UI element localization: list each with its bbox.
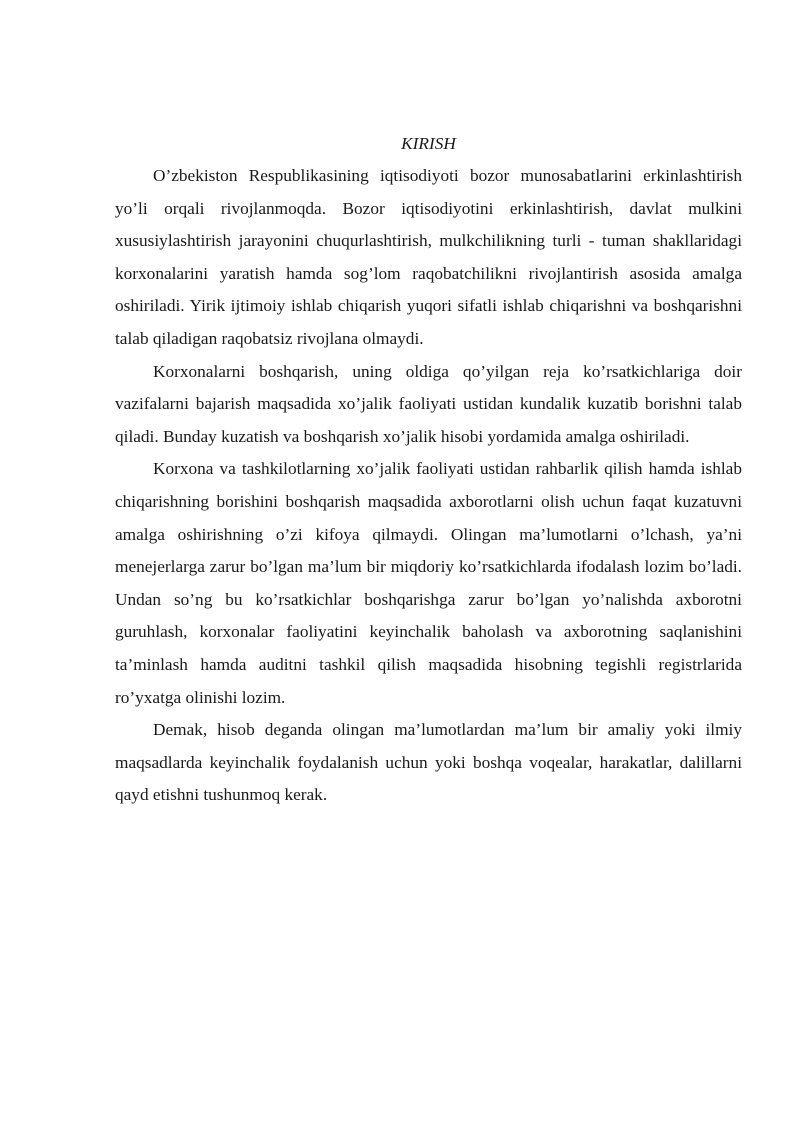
- section-title: KIRISH: [401, 134, 456, 153]
- document-body: [115, 128, 742, 812]
- paragraph-3: Korxona va tashkilotlarning xo’jalik faoliyati ustidan rahbarlik qilish hamda ishlab chiqarishning borishini boshqarish maqsadida axborotlarni olish uchun faqat kuzatuvni amalga oshirishning o’zi kifoya qilmaydi. Olingan ma’lumotlarni o’lchash, ya’ni menejerlarga zarur bo’lgan ma’lum bir miqdoriy ko’rsatkichlarda ifodalash lozim bo’ladi. Undan so’ng bu ko’rsatkichlar boshqarishga zarur bo’lgan yo’nalishda axborotni guruhlash, korxonalar faoliyatini keyinchalik baholash va axborotning saqlanishini ta’minlash hamda auditni tashkil qilish maqsadida hisobning tegishli registrlarida ro’yxatga olinishi lozim.: [115, 459, 742, 707]
- paragraph-4: Demak, hisob deganda olingan ma’lumotlardan ma’lum bir amaliy yoki ilmiy maqsadlarda keyinchalik foydalanish uchun yoki boshqa voqealar, harakatlar, dalillarni qayd etishni tushunmoq kerak.: [115, 720, 742, 805]
- paragraph-2: Korxonalarni boshqarish, uning oldiga qo’yilgan reja ko’rsatkichlariga doir vazifalarni bajarish maqsadida xo’jalik faoliyati ustidan kundalik kuzatib borishni talab qiladi. Bunday kuzatish va boshqarish xo’jalik hisobi yordamida amalga oshiriladi.: [115, 361, 742, 446]
- paragraph-1: O’zbekiston Respublikasining iqtisodiyoti bozor munosabatlarini erkinlashtirish yo’li orqali rivojlanmoqda. Bozor iqtisodiyotini erkinlashtirish, davlat mulkini xususiylashtirish jarayonini chuqurlashtirish, mulkchilikning turli - tuman shakllaridagi korxonalarini yaratish hamda sog’lom raqobatchilikni rivojlantirish asosida amalga oshiriladi. Yirik ijtimoiy ishlab chiqarish yuqori sifatli ishlab chiqarishni va boshqarishni talab qiladigan raqobatsiz rivojlana olmaydi.: [115, 166, 742, 348]
